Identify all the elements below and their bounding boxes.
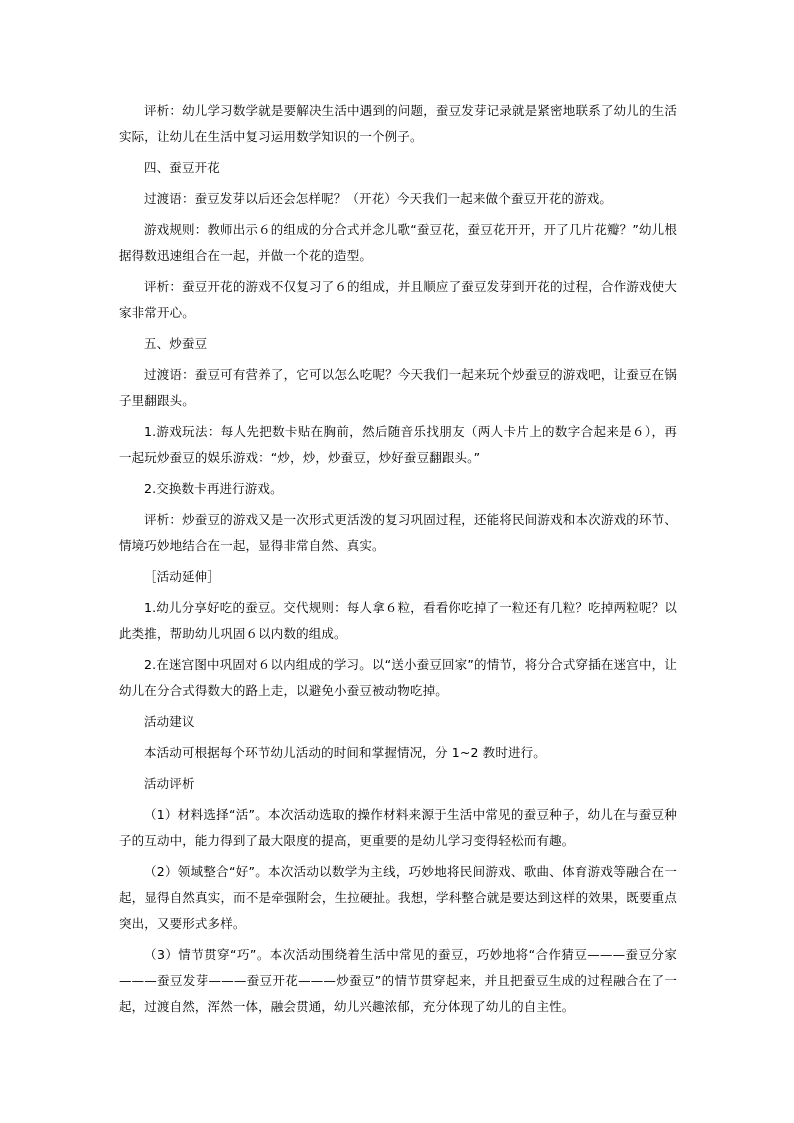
section-heading-evaluation: 活动评析 (144, 776, 195, 791)
paragraph-game-method: 1.游戏玩法：每人先把数卡贴在胸前，然后随音乐找朋友（两人卡片上的数字合起来是６），再一起玩炒蚕豆的娱乐游戏：“炒，炒，炒蚕豆，炒好蚕豆翻跟头。” (119, 424, 677, 465)
document-body (119, 98, 677, 1020)
paragraph-transition-flower: 过渡语：蚕豆发芽以后还会怎样呢？（开花）今天我们一起来做个蚕豆开花的游戏。 (144, 191, 613, 206)
paragraph-game-rules: 游戏规则：教师出示６的组成的分合式并念儿歌“蚕豆花，蚕豆花开开，开了几片花瓣？”幼儿根据得数迅速组合在一起，并做一个花的造型。 (119, 222, 677, 263)
paragraph-extension-2: 2.在迷宫图中巩固对６以内组成的学习。以“送小蚕豆回家”的情节，将分合式穿插在迷宫中，让幼儿在分合式得数大的路上走，以避免小蚕豆被动物吃掉。 (119, 657, 677, 698)
section-heading-suggestion: 活动建议 (144, 714, 195, 729)
paragraph-analysis-sprout: 评析：幼儿学习数学就是要解决生活中遇到的问题，蚕豆发芽记录就是紧密地联系了幼儿的生活实际，让幼儿在生活中复习运用数学知识的一个例子。 (119, 103, 677, 144)
section-heading-bean-flower: 四、蚕豆开花 (144, 160, 220, 175)
paragraph-evaluation-1: （1）材料选择“活”。本次活动选取的操作材料来源于生活中常见的蚕豆种子，幼儿在与蚕豆种子的互动中，能力得到了最大限度的提高，更重要的是幼儿学习变得轻松而有趣。 (119, 807, 677, 848)
section-heading-fried-bean: 五、炒蚕豆 (144, 336, 208, 351)
paragraph-evaluation-3: （3）情节贯穿“巧”。本次活动围绕着生活中常见的蚕豆，巧妙地将“合作猜豆———蚕豆分家———蚕豆发芽———蚕豆开花———炒蚕豆”的情节贯穿起来，并且把蚕豆生成的过程融合在了一起，过渡自然，浑然一体，融会贯通，幼儿兴趣浓郁，充分体现了幼儿的自主性。 (119, 947, 677, 1014)
paragraph-analysis-flower: 评析：蚕豆开花的游戏不仅复习了６的组成，并且顺应了蚕豆发芽到开花的过程，合作游戏使大家非常开心。 (119, 279, 677, 320)
paragraph-analysis-fried: 评析：炒蚕豆的游戏又是一次形式更活泼的复习巩固过程，还能将民间游戏和本次游戏的环节、情境巧妙地结合在一起，显得非常自然、真实。 (119, 512, 677, 553)
paragraph-evaluation-2: （2）领域整合“好”。本次活动以数学为主线，巧妙地将民间游戏、歌曲、体育游戏等融合在一起，显得自然真实，而不是牵强附会，生拉硬扯。我想，学科整合就是要达到这样的效果，既要重点突出，又要形式多样。 (119, 864, 677, 931)
paragraph-suggestion: 本活动可根据每个环节幼儿活动的时间和掌握情况，分 1~2 教时进行。 (144, 745, 546, 760)
paragraph-transition-fried: 过渡语：蚕豆可有营养了，它可以怎么吃呢？今天我们一起来玩个炒蚕豆的游戏吧，让蚕豆在锅子里翻跟头。 (119, 367, 677, 408)
paragraph-exchange-cards: 2.交换数卡再进行游戏。 (144, 481, 283, 496)
section-heading-extension: ［活动延伸］ (144, 569, 220, 584)
paragraph-extension-1: 1.幼儿分享好吃的蚕豆。交代规则：每人拿６粒，看看你吃掉了一粒还有几粒？吃掉两粒呢？以此类推，帮助幼儿巩固６以内数的组成。 (119, 600, 677, 641)
